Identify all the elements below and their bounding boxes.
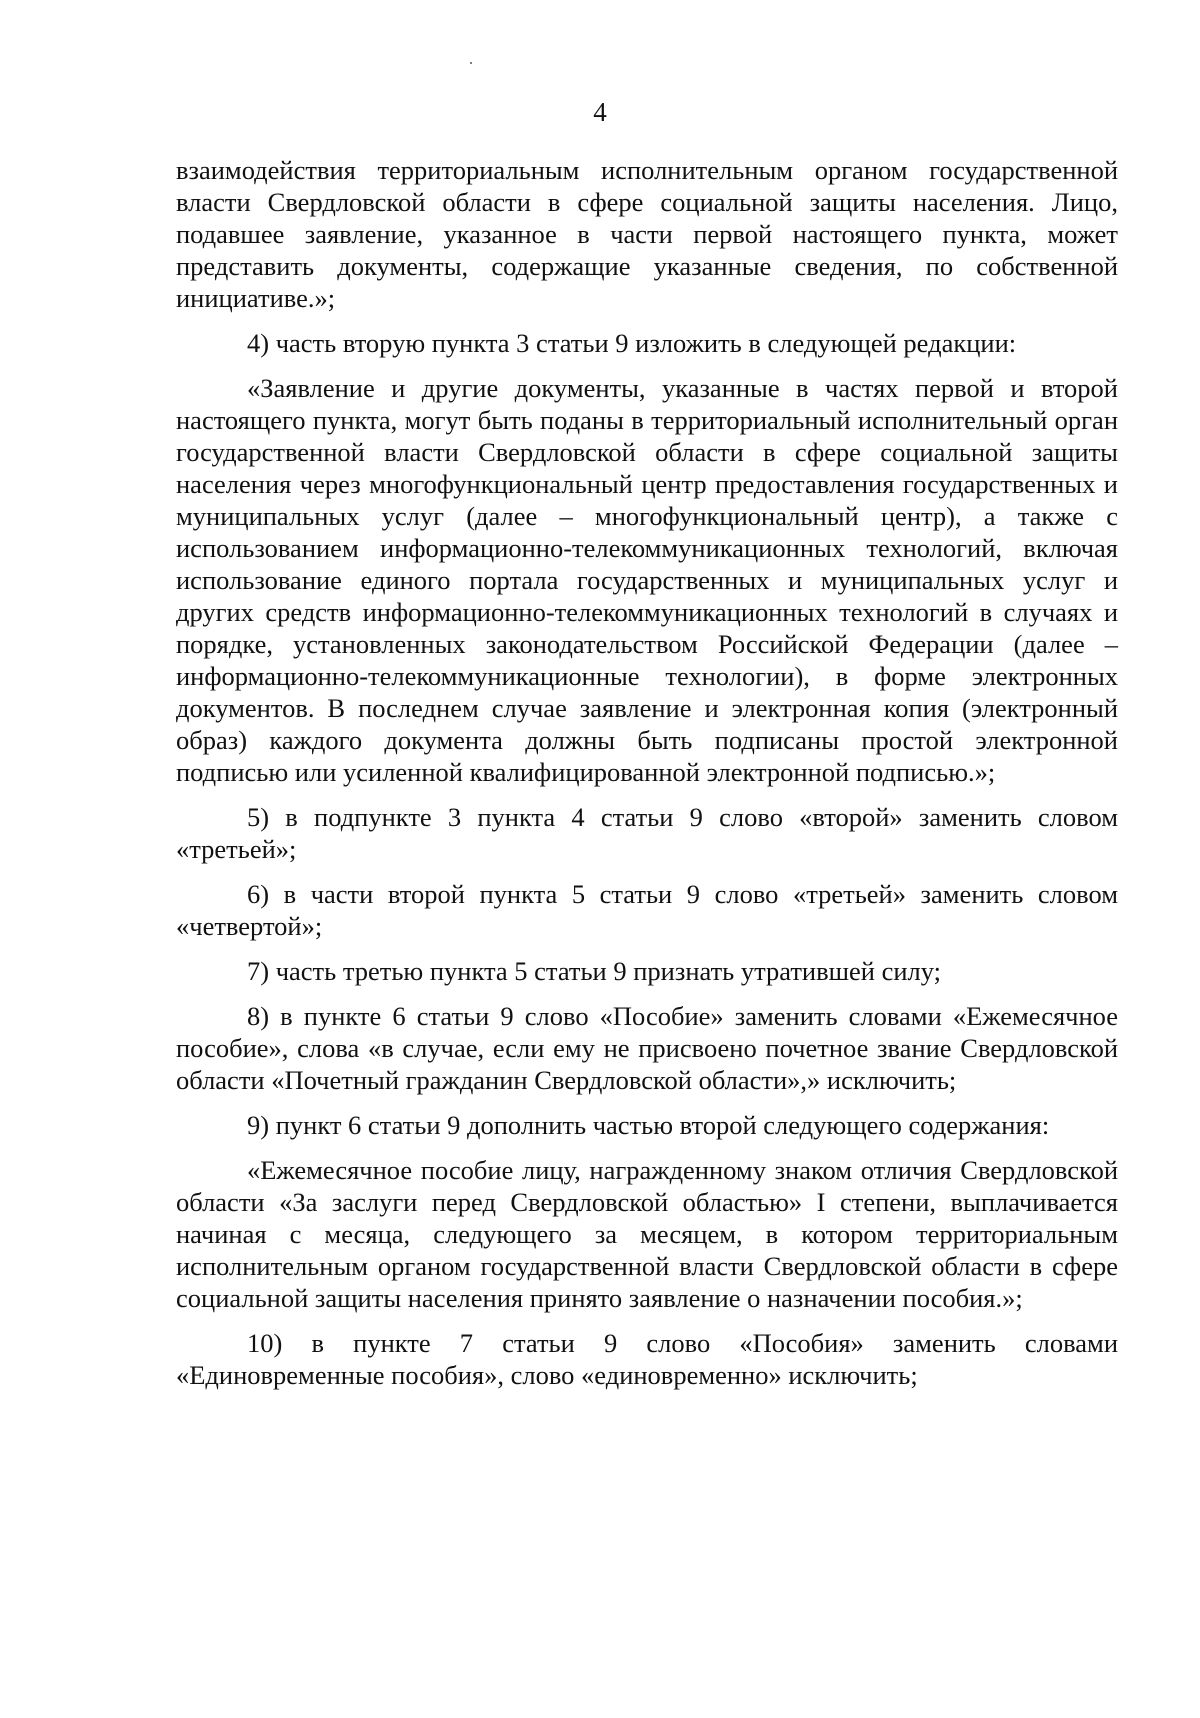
paragraph-item-10: 10) в пункте 7 статьи 9 слово «Пособия» заменить словами «Единовременные пособия», слово «единовременно» исключить; <box>176 1328 1118 1390</box>
paragraph-quoted-statement-text: «Заявление и другие документы, указанные в частях первой и второй настоящего пункта, могут быть поданы в территориальный исполнительный орган государственной власти Свердловской области в сфере социальной защиты населения через многофункциональный центр предоставления государственных и муниципальных услуг (далее – многофункциональный центр), а также с использованием информационно-телекоммуникационных технологий, включая использование единого портала государственных и муниципальных услуг и других средств информационно-телекоммуникационных технологий в случаях и порядке, установленных законодательством Российской Федерации (далее – информационно-телекоммуникационные технологии), в форме электронных документов. В последнем случае заявление и электронная копия (электронный образ) каждого документа должны быть подписаны простой электронной подписью или усиленной квалифицированной электронной подписью.»; <box>176 373 1118 787</box>
page-number: 4 <box>593 97 607 127</box>
document-body <box>176 154 1118 1404</box>
paragraph-quoted-monthly-benefit: «Ежемесячное пособие лицу, награжденному знаком отличия Свердловской области «За заслуги перед Свердловской областью» I степени, выплачивается начиная с месяца, следующего за месяцем, в котором территориальным исполнительным органом государственной власти Свердловской области в сфере социальной защиты населения принято заявление о назначении пособия.»; <box>176 1155 1118 1313</box>
paragraph-item-5: 5) в подпункте 3 пункта 4 статьи 9 слово «второй» заменить словом «третьей»; <box>176 802 1118 864</box>
paragraph-item-4: 4) часть вторую пункта 3 статьи 9 изложить в следующей редакции: <box>247 328 1017 358</box>
paragraph-item-6: 6) в части второй пункта 5 статьи 9 слово «третьей» заменить словом «четвертой»; <box>176 879 1118 941</box>
paragraph-item-7: 7) часть третью пункта 5 статьи 9 признать утратившей силу; <box>247 956 942 986</box>
scan-speck <box>470 62 472 64</box>
paragraph-continuation: взаимодействия территориальным исполнительным органом государственной власти Свердловской области в сфере социальной защиты населения. Лицо, подавшее заявление, указанное в части первой настоящего пункта, может представить документы, содержащие указанные сведения, по собственной инициативе.»; <box>176 155 1118 313</box>
paragraph-item-9: 9) пункт 6 статьи 9 дополнить частью второй следующего содержания: <box>247 1110 1050 1140</box>
paragraph-item-8: 8) в пункте 6 статьи 9 слово «Пособие» заменить словами «Ежемесячное пособие», слова «в случае, если ему не присвоено почетное звание Свердловской области «Почетный гражданин Свердловской области»,» исключить; <box>176 1001 1118 1095</box>
